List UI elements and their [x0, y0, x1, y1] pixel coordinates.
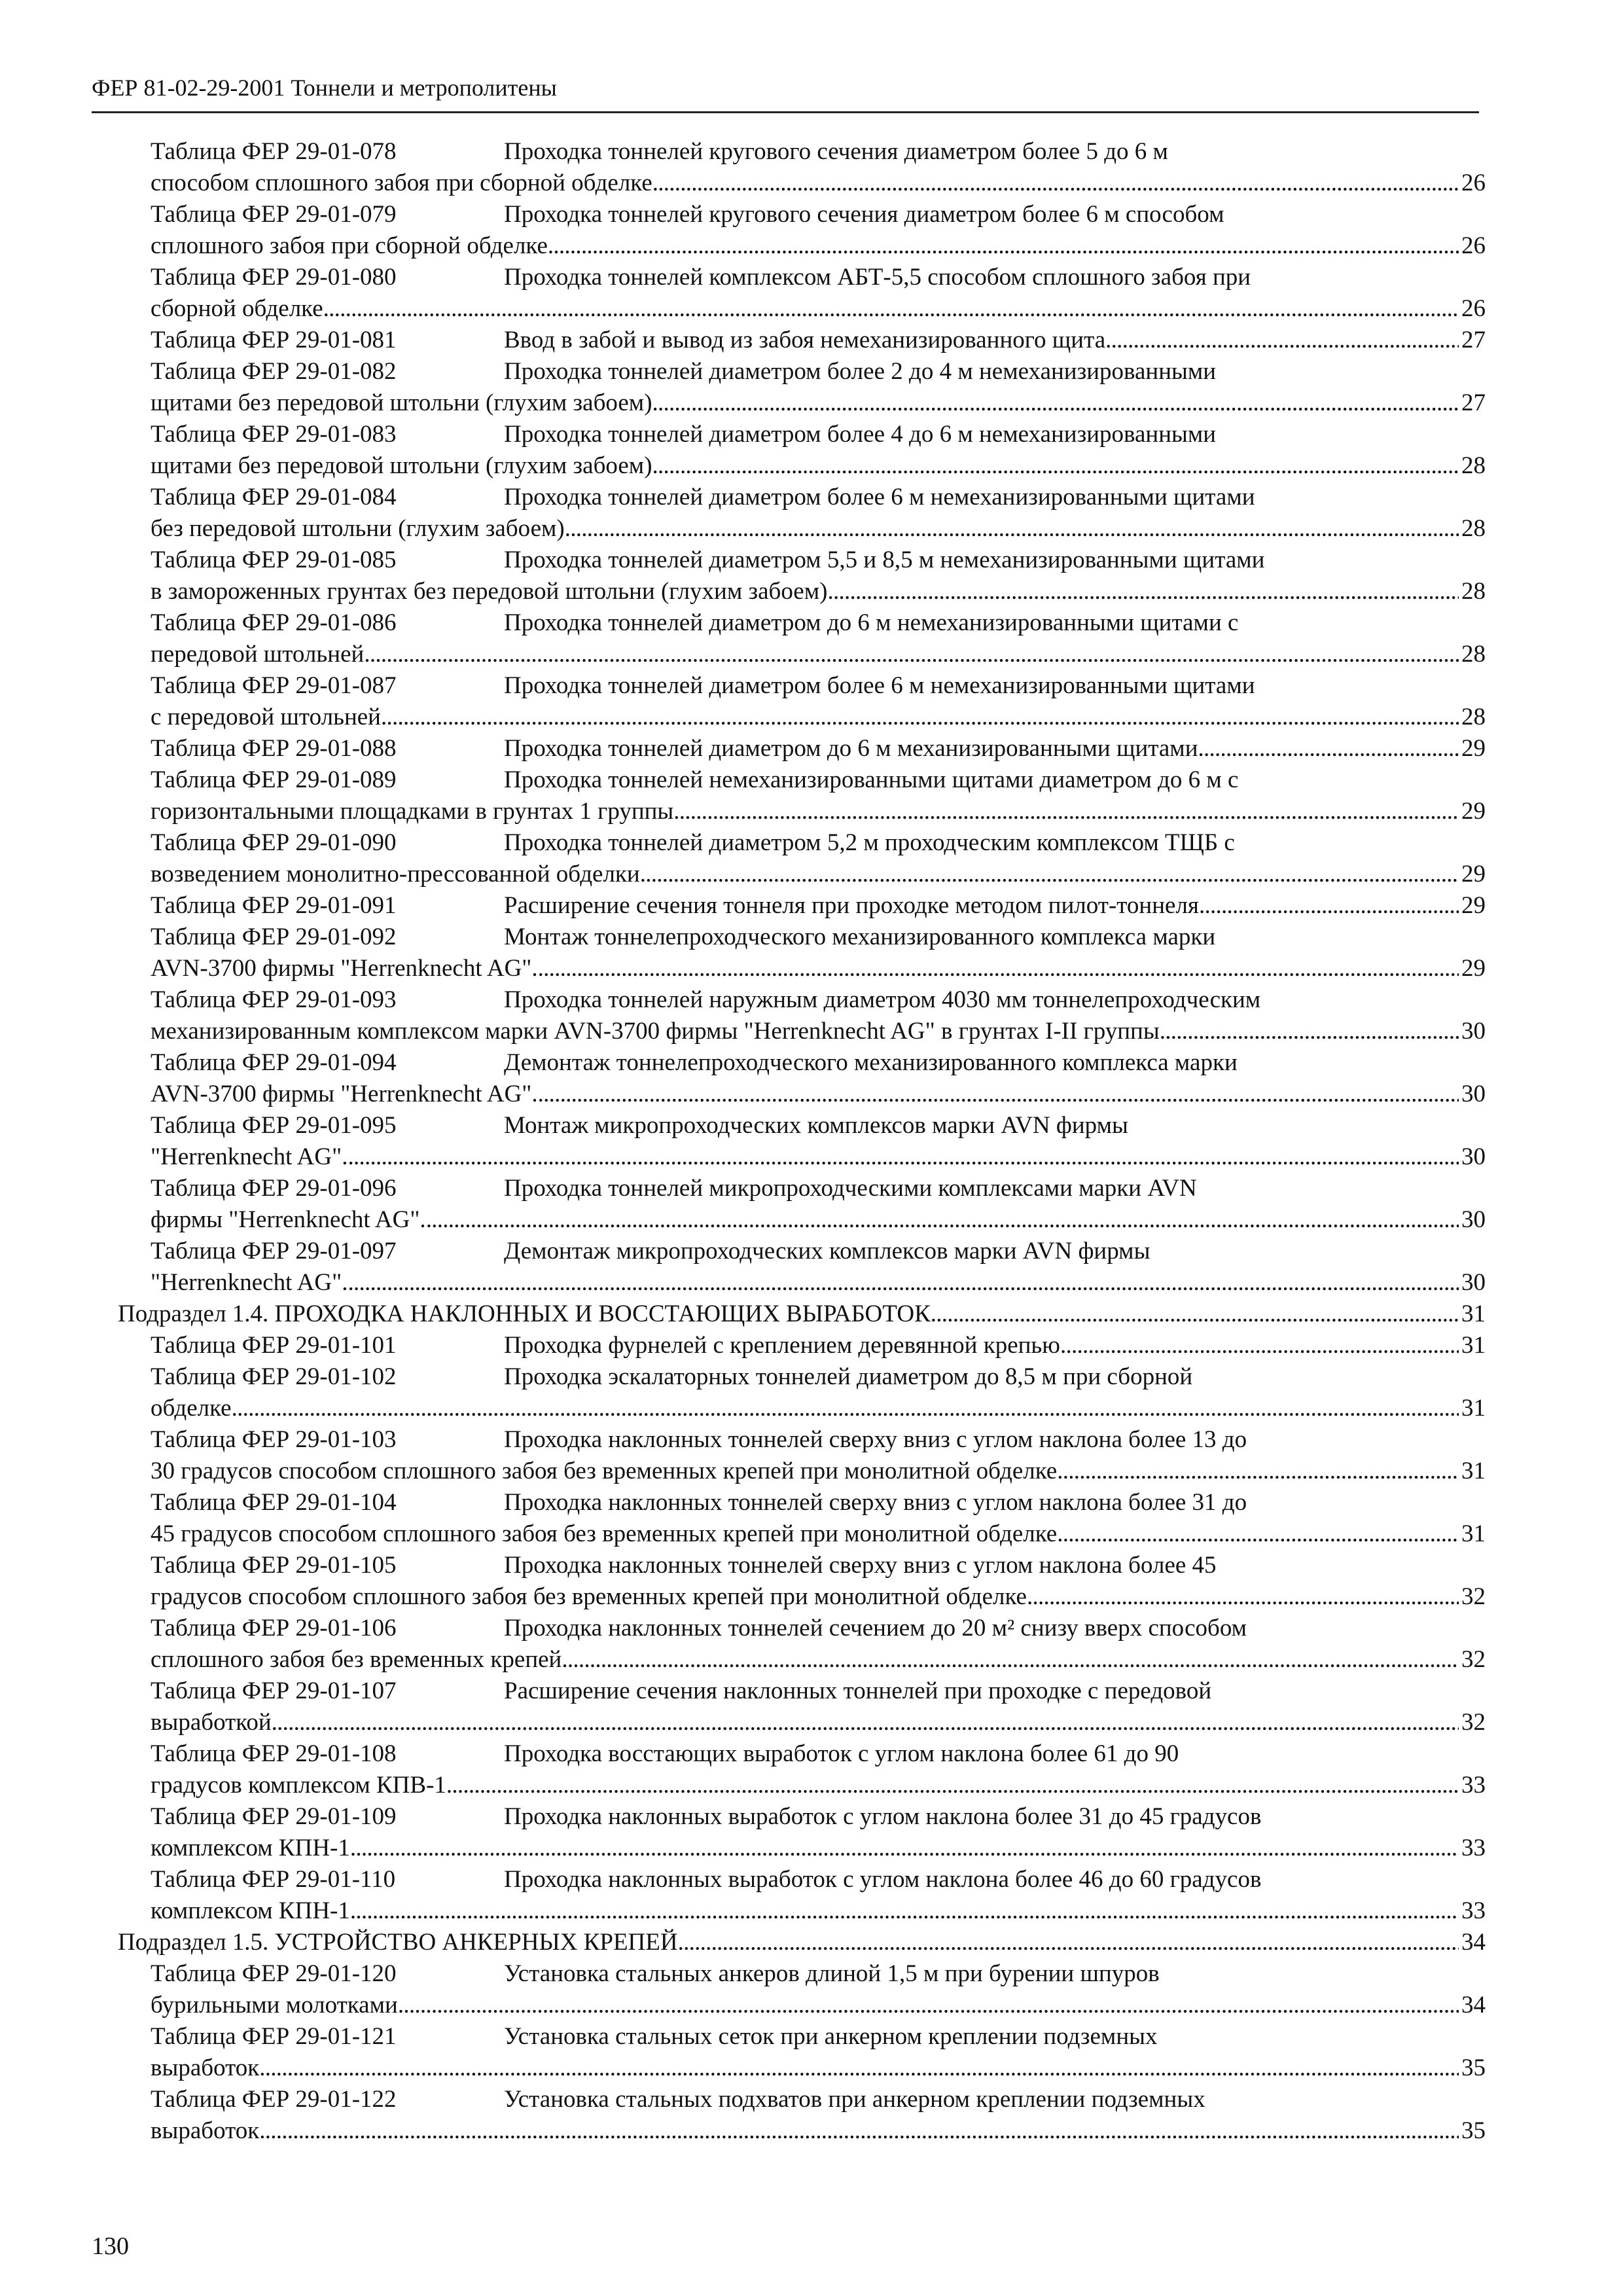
- toc-entry: [151, 607, 1486, 670]
- toc-table-title-cont: обделке: [151, 1395, 232, 1422]
- toc-page-number: 28: [1461, 578, 1486, 605]
- toc-entry-head: [151, 1801, 1486, 1833]
- dot-leader: [565, 513, 1459, 545]
- toc-line: [151, 1141, 1486, 1173]
- toc-page-number: 33: [1461, 1835, 1486, 1861]
- toc-entry: [151, 2021, 1486, 2084]
- toc-table-title-cont: 45 градусов способом сплошного забоя без временных крепей при монолитной обделке: [151, 1520, 1058, 1547]
- toc-table-title: Проходка тоннелей диаметром более 4 до 6 м немеханизированными: [504, 421, 1217, 448]
- toc-table-title: Проходка наклонных тоннелей сверху вниз с углом наклона более 13 до: [504, 1426, 1247, 1453]
- toc-table-title-cont: комплексом КПН-1: [151, 1835, 350, 1861]
- toc-table-code: Таблица ФЕР 29-01-101: [151, 1332, 397, 1359]
- dot-leader: [446, 1770, 1459, 1801]
- toc-line: [151, 325, 1486, 356]
- toc-entry-head: [151, 764, 1486, 796]
- dot-leader: [652, 168, 1459, 199]
- toc-entry-head: [151, 1110, 1486, 1141]
- toc-table-code: Таблица ФЕР 29-01-104: [151, 1489, 397, 1516]
- toc-table-code: Таблица ФЕР 29-01-084: [151, 484, 397, 511]
- dot-leader: [350, 1833, 1459, 1864]
- toc-page-number: 29: [1461, 798, 1486, 825]
- toc-table-title: Монтаж микропроходческих комплексов марки AVN фирмы: [504, 1112, 1128, 1139]
- toc-page-number: 30: [1461, 1018, 1486, 1045]
- dot-leader: [1105, 325, 1459, 356]
- running-header-title: ФЕР 81-02-29-2001 Тоннели и метрополитены: [92, 75, 557, 101]
- toc-entry: [151, 1738, 1486, 1801]
- toc-entry-head: [151, 984, 1486, 1016]
- toc-entry: [151, 1550, 1486, 1613]
- toc-table-code: Таблица ФЕР 29-01-090: [151, 829, 397, 856]
- toc-page-number: 33: [1461, 1772, 1486, 1799]
- toc-table-code: Таблица ФЕР 29-01-103: [151, 1426, 397, 1453]
- dot-leader: [652, 387, 1459, 419]
- toc-entry-head: [151, 1864, 1486, 1895]
- toc-line: [151, 230, 1486, 262]
- toc-entry-head: [151, 136, 1486, 168]
- toc-page-number: 29: [1461, 735, 1486, 762]
- toc-page-number: 31: [1461, 1300, 1486, 1327]
- toc-table-title: Проходка тоннелей микропроходческими комплексами марки AVN: [504, 1175, 1197, 1202]
- dot-leader: [232, 1393, 1459, 1424]
- dot-leader: [538, 1079, 1459, 1110]
- toc-table-title-cont: фирмы "Herrenknecht AG".: [151, 1206, 426, 1233]
- toc-table-code: Таблица ФЕР 29-01-087: [151, 672, 397, 699]
- toc-table-title-cont: "Herrenknecht AG".: [151, 1143, 348, 1170]
- toc-line: [151, 1770, 1486, 1801]
- toc-line: [151, 890, 1486, 922]
- toc-table-title-cont: передовой штольней: [151, 641, 365, 668]
- toc-line: [151, 1833, 1486, 1864]
- toc-line: [151, 796, 1486, 827]
- page-number: 130: [92, 2233, 129, 2260]
- toc-table-title-cont: AVN-3700 фирмы "Herrenknecht AG".: [151, 1081, 538, 1107]
- toc-line: [151, 1707, 1486, 1738]
- toc-entry: [151, 1613, 1486, 1676]
- toc-table-code: Таблица ФЕР 29-01-080: [151, 264, 397, 291]
- toc-table-code: Таблица ФЕР 29-01-082: [151, 358, 397, 385]
- toc-line: [151, 1330, 1486, 1361]
- dot-leader: [350, 1895, 1459, 1927]
- toc-entry: [151, 482, 1486, 545]
- dot-leader: [1060, 1330, 1459, 1361]
- toc-entry-head: [151, 2021, 1486, 2053]
- toc-table-title-cont: с передовой штольней: [151, 704, 381, 730]
- toc-table-title: Проходка тоннелей диаметром более 6 м немеханизированными щитами: [504, 672, 1255, 699]
- toc-line: [151, 1518, 1486, 1550]
- dot-leader: [678, 1927, 1459, 1958]
- toc-page-number: 32: [1461, 1709, 1486, 1736]
- dot-leader: [1057, 1456, 1459, 1487]
- toc-page-number: 35: [1461, 2117, 1486, 2144]
- toc-table-title: Установка стальных сеток при анкерном креплении подземных: [504, 2023, 1158, 2050]
- toc-entry: [151, 733, 1486, 764]
- toc-entry: [151, 1424, 1486, 1487]
- toc-table-title: Установка стальных подхватов при анкерном креплении подземных: [504, 2086, 1205, 2113]
- toc-table-title: Проходка тоннелей диаметром 5,2 м проходческим комплексом ТЩБ с: [504, 829, 1235, 856]
- dot-leader: [364, 639, 1459, 670]
- toc-entry: [151, 1676, 1486, 1738]
- toc-page-number: 26: [1461, 295, 1486, 322]
- toc-table-title: Проходка тоннелей наружным диаметром 4030 мм тоннелепроходческим: [504, 986, 1261, 1013]
- toc-entry-head: [151, 1236, 1486, 1267]
- toc-page-number: 31: [1461, 1520, 1486, 1547]
- toc-entry: [151, 419, 1486, 482]
- toc-table-title: Проходка наклонных тоннелей сверху вниз с углом наклона более 31 до: [504, 1489, 1247, 1516]
- toc-table-code: Таблица ФЕР 29-01-089: [151, 766, 397, 793]
- toc-line: [151, 859, 1486, 890]
- toc-page-number: 35: [1461, 2054, 1486, 2081]
- toc-entry-head: [151, 922, 1486, 953]
- dot-leader: [562, 1644, 1459, 1676]
- dot-leader: [827, 576, 1459, 607]
- toc-table-title-cont: механизированным комплексом марки AVN-3700 фирмы "Herrenknecht AG" в грунтах I-II группы: [151, 1018, 1160, 1045]
- dot-leader: [652, 450, 1459, 482]
- toc-entry: [151, 262, 1486, 325]
- toc-entry: [151, 136, 1486, 199]
- toc-entry: [151, 199, 1486, 262]
- toc-entry-head: [151, 1550, 1486, 1581]
- toc-table-title-cont: выработок: [151, 2117, 260, 2144]
- toc-entry: [151, 2084, 1486, 2147]
- dot-leader: [348, 1141, 1459, 1173]
- toc-entry: [151, 325, 1486, 356]
- dot-leader: [398, 1990, 1459, 2021]
- toc-page-number: 30: [1461, 1269, 1486, 1296]
- toc-table-code: Таблица ФЕР 29-01-109: [151, 1803, 397, 1830]
- dot-leader: [548, 230, 1459, 262]
- toc-page-number: 30: [1461, 1206, 1486, 1233]
- toc-table-title-cont: выработок: [151, 2054, 260, 2081]
- toc-entry-head: [151, 1676, 1486, 1707]
- toc-table-code: Таблица ФЕР 29-01-106: [151, 1615, 397, 1641]
- toc-table-title-cont: щитами без передовой штольни (глухим забоем): [151, 389, 652, 416]
- toc-table-code: Таблица ФЕР 29-01-107: [151, 1677, 397, 1704]
- toc-table-title-cont: 30 градусов способом сплошного забоя без временных крепей при монолитной обделке: [151, 1458, 1058, 1484]
- toc-table-title: Ввод в забой и вывод из забоя немеханизированного щита: [504, 327, 1106, 353]
- toc-table-title-cont: градусов способом сплошного забоя без временных крепей при монолитной обделке: [151, 1583, 1027, 1610]
- toc-entry-head: [151, 262, 1486, 293]
- toc-line: [151, 2115, 1486, 2147]
- toc-entry-head: [151, 199, 1486, 230]
- toc-line: [151, 702, 1486, 733]
- toc-table-title: Проходка тоннелей кругового сечения диаметром более 6 м способом: [504, 201, 1224, 228]
- toc-line: [151, 450, 1486, 482]
- dot-leader: [1057, 1518, 1459, 1550]
- toc-page-number: 30: [1461, 1143, 1486, 1170]
- dot-leader: [272, 1707, 1459, 1738]
- toc-line: [151, 293, 1486, 325]
- toc-table-title-cont: сплошного забоя при сборной обделке: [151, 232, 548, 259]
- toc-entry: [151, 1801, 1486, 1864]
- dot-leader: [1199, 890, 1459, 922]
- toc-table-title: Проходка тоннелей диаметром до 6 м механизированными щитами: [504, 735, 1198, 762]
- toc-table-code: Таблица ФЕР 29-01-102: [151, 1363, 397, 1390]
- toc-entry-head: [151, 482, 1486, 513]
- toc-table-title: Установка стальных анкеров длиной 1,5 м при бурении шпуров: [504, 1960, 1160, 1987]
- dot-leader: [348, 1267, 1459, 1299]
- toc-line: [151, 387, 1486, 419]
- toc-table-title: Проходка фурнелей с креплением деревянной крепью: [504, 1332, 1060, 1359]
- toc-table-title-cont: горизонтальными площадками в грунтах 1 группы: [151, 798, 674, 825]
- toc-subsection-heading: [118, 1299, 1486, 1330]
- toc-entry: [151, 356, 1486, 419]
- toc-subsection-title: Подраздел 1.4. ПРОХОДКА НАКЛОННЫХ И ВОССТАЮЩИХ ВЫРАБОТОК: [118, 1300, 931, 1327]
- toc-table-title-cont: сборной обделке: [151, 295, 323, 322]
- toc-table-title: Проходка наклонных выработок с углом наклона более 46 до 60 градусов: [504, 1866, 1262, 1893]
- toc-table-code: Таблица ФЕР 29-01-108: [151, 1740, 397, 1767]
- toc-entry-head: [151, 1047, 1486, 1079]
- toc-page-number: 33: [1461, 1897, 1486, 1924]
- toc-entry: [151, 827, 1486, 890]
- toc-table-code: Таблица ФЕР 29-01-097: [151, 1238, 397, 1265]
- toc-table-title-cont: AVN-3700 фирмы "Herrenknecht AG".: [151, 955, 538, 982]
- toc-table-title: Проходка тоннелей диаметром более 2 до 4 м немеханизированными: [504, 358, 1217, 385]
- toc-table-title-cont: градусов комплексом КПВ-1: [151, 1772, 446, 1799]
- toc-table-code: Таблица ФЕР 29-01-081: [151, 327, 397, 353]
- toc-entry-head: [151, 1487, 1486, 1518]
- dot-leader: [259, 2053, 1459, 2084]
- toc-entry-head: [151, 1958, 1486, 1990]
- toc-page-number: 28: [1461, 641, 1486, 668]
- toc-table-title: Проходка наклонных выработок с углом наклона более 31 до 45 градусов: [504, 1803, 1262, 1830]
- toc-line: [151, 1016, 1486, 1047]
- dot-leader: [259, 2115, 1459, 2147]
- toc-line: [151, 1456, 1486, 1487]
- toc-entry-head: [151, 1738, 1486, 1770]
- toc-entry: [151, 1173, 1486, 1236]
- toc-page-number: 28: [1461, 452, 1486, 479]
- toc-page-number: 26: [1461, 232, 1486, 259]
- toc-line: [151, 639, 1486, 670]
- toc-table-title-cont: щитами без передовой штольни (глухим забоем): [151, 452, 652, 479]
- toc-table-code: Таблица ФЕР 29-01-094: [151, 1049, 397, 1076]
- toc-page-number: 26: [1461, 170, 1486, 196]
- toc-table-code: Таблица ФЕР 29-01-093: [151, 986, 397, 1013]
- toc-table-title: Проходка наклонных тоннелей сверху вниз с углом наклона более 45: [504, 1552, 1217, 1579]
- dot-leader: [931, 1299, 1459, 1330]
- toc-table-code: Таблица ФЕР 29-01-086: [151, 609, 397, 636]
- toc-table-code: Таблица ФЕР 29-01-096: [151, 1175, 397, 1202]
- toc-table-code: Таблица ФЕР 29-01-120: [151, 1960, 397, 1987]
- toc-page-number: 30: [1461, 1081, 1486, 1107]
- toc-page-number: 31: [1461, 1395, 1486, 1422]
- toc-entry: [151, 1958, 1486, 2021]
- toc-entry-head: [151, 1424, 1486, 1456]
- toc-table-title: Проходка тоннелей кругового сечения диаметром более 5 до 6 м: [504, 138, 1168, 165]
- toc-page-number: 28: [1461, 704, 1486, 730]
- toc-table-code: Таблица ФЕР 29-01-110: [151, 1866, 396, 1893]
- toc-entry-head: [151, 2084, 1486, 2115]
- dot-leader: [426, 1204, 1459, 1236]
- toc-table-code: Таблица ФЕР 29-01-121: [151, 2023, 397, 2050]
- toc-table-title: Демонтаж тоннелепроходческого механизированного комплекса марки: [504, 1049, 1238, 1076]
- toc-line: [151, 576, 1486, 607]
- toc-entry-head: [151, 670, 1486, 702]
- toc-table-title: Проходка тоннелей комплексом АБТ-5,5 способом сплошного забоя при: [504, 264, 1251, 291]
- toc-table-code: Таблица ФЕР 29-01-105: [151, 1552, 397, 1579]
- toc-entry-head: [151, 827, 1486, 859]
- toc-line: [118, 1299, 1486, 1330]
- toc-page-number: 34: [1461, 1929, 1486, 1956]
- toc-table-title-cont: бурильными молотками: [151, 1992, 398, 2018]
- toc-page-number: 27: [1461, 327, 1486, 353]
- dot-leader: [1027, 1581, 1459, 1613]
- toc-line: [118, 1927, 1486, 1958]
- toc-entry: [151, 1110, 1486, 1173]
- toc-line: [151, 513, 1486, 545]
- toc-table-title-cont: выработкой: [151, 1709, 272, 1736]
- toc-table-title-cont: "Herrenknecht AG".: [151, 1269, 348, 1296]
- toc-table-title: Проходка тоннелей немеханизированными щитами диаметром до 6 м с: [504, 766, 1239, 793]
- toc-table-code: Таблица ФЕР 29-01-079: [151, 201, 397, 228]
- toc-line: [151, 1393, 1486, 1424]
- toc-entry: [151, 1330, 1486, 1361]
- toc-table-title: Проходка наклонных тоннелей сечением до 20 м² снизу вверх способом: [504, 1615, 1247, 1641]
- toc-line: [151, 1267, 1486, 1299]
- toc-entry: [151, 670, 1486, 733]
- toc-table-title: Проходка тоннелей диаметром более 6 м немеханизированными щитами: [504, 484, 1255, 511]
- toc-subsection-title: Подраздел 1.5. УСТРОЙСТВО АНКЕРНЫХ КРЕПЕЙ: [118, 1929, 678, 1956]
- toc-table-title: Проходка тоннелей диаметром 5,5 и 8,5 м немеханизированными щитами: [504, 547, 1265, 573]
- toc-line: [151, 733, 1486, 764]
- toc-table-code: Таблица ФЕР 29-01-092: [151, 924, 397, 950]
- toc-entry-head: [151, 1173, 1486, 1204]
- toc-entry: [151, 1864, 1486, 1927]
- toc-entry: [151, 1487, 1486, 1550]
- toc-line: [151, 1079, 1486, 1110]
- toc-page-number: 29: [1461, 892, 1486, 919]
- toc-entry: [151, 922, 1486, 984]
- toc-entry-head: [151, 1361, 1486, 1393]
- toc-table-title: Расширение сечения наклонных тоннелей при проходке с передовой: [504, 1677, 1212, 1704]
- toc-line: [151, 1204, 1486, 1236]
- toc-entry-head: [151, 1613, 1486, 1644]
- toc-table-title: Проходка тоннелей диаметром до 6 м немеханизированными щитами с: [504, 609, 1239, 636]
- dot-leader: [538, 953, 1459, 984]
- toc-entry-head: [151, 419, 1486, 450]
- toc-line: [151, 953, 1486, 984]
- toc-table-title: Проходка эскалаторных тоннелей диаметром до 8,5 м при сборной: [504, 1363, 1193, 1390]
- toc-entry: [151, 764, 1486, 827]
- toc-page-number: 34: [1461, 1992, 1486, 2018]
- running-header: [92, 75, 1479, 113]
- toc-entry-head: [151, 356, 1486, 387]
- dot-leader: [640, 859, 1459, 890]
- toc-page-number: 31: [1461, 1332, 1486, 1359]
- toc-line: [151, 2053, 1486, 2084]
- toc-table-title: Расширение сечения тоннеля при проходке методом пилот-тоннеля: [504, 892, 1199, 919]
- toc-table-title-cont: сплошного забоя без временных крепей: [151, 1646, 562, 1673]
- dot-leader: [381, 702, 1459, 733]
- toc-page-number: 29: [1461, 955, 1486, 982]
- dot-leader: [673, 796, 1459, 827]
- toc-page-number: 32: [1461, 1646, 1486, 1673]
- toc-page-number: 31: [1461, 1458, 1486, 1484]
- toc-table-title-cont: комплексом КПН-1: [151, 1897, 350, 1924]
- toc-page-number: 32: [1461, 1583, 1486, 1610]
- toc-table-title-cont: способом сплошного забоя при сборной обделке: [151, 170, 652, 196]
- toc-table-title: Проходка восстающих выработок с углом наклона более 61 до 90: [504, 1740, 1179, 1767]
- toc-line: [151, 1581, 1486, 1613]
- toc-entry: [151, 1361, 1486, 1424]
- toc-table-title: Демонтаж микропроходческих комплексов марки AVN фирмы: [504, 1238, 1150, 1265]
- toc-table-code: Таблица ФЕР 29-01-122: [151, 2086, 397, 2113]
- table-of-contents: [118, 136, 1486, 2147]
- toc-page-number: 27: [1461, 389, 1486, 416]
- toc-line: [151, 1644, 1486, 1676]
- toc-table-code: Таблица ФЕР 29-01-078: [151, 138, 397, 165]
- toc-table-code: Таблица ФЕР 29-01-088: [151, 735, 397, 762]
- toc-table-code: Таблица ФЕР 29-01-085: [151, 547, 397, 573]
- toc-table-code: Таблица ФЕР 29-01-091: [151, 892, 397, 919]
- toc-entry-head: [151, 607, 1486, 639]
- toc-entry-head: [151, 545, 1486, 576]
- toc-entry: [151, 890, 1486, 922]
- toc-line: [151, 1990, 1486, 2021]
- toc-page-number: 29: [1461, 861, 1486, 888]
- toc-entry: [151, 984, 1486, 1047]
- toc-table-title: Монтаж тоннелепроходческого механизированного комплекса марки: [504, 924, 1216, 950]
- toc-subsection-heading: [118, 1927, 1486, 1958]
- toc-table-code: Таблица ФЕР 29-01-083: [151, 421, 397, 448]
- toc-entry: [151, 1047, 1486, 1110]
- toc-table-title-cont: в замороженных грунтах без передовой штольни (глухим забоем): [151, 578, 828, 605]
- toc-entry: [151, 1236, 1486, 1299]
- toc-line: [151, 1895, 1486, 1927]
- toc-entry: [151, 545, 1486, 607]
- dot-leader: [1198, 733, 1459, 764]
- dot-leader: [323, 293, 1459, 325]
- dot-leader: [1160, 1016, 1459, 1047]
- toc-line: [151, 168, 1486, 199]
- toc-table-title-cont: без передовой штольни (глухим забоем): [151, 515, 565, 542]
- toc-table-code: Таблица ФЕР 29-01-095: [151, 1112, 397, 1139]
- toc-table-title-cont: возведением монолитно-прессованной обделки: [151, 861, 640, 888]
- toc-page-number: 28: [1461, 515, 1486, 542]
